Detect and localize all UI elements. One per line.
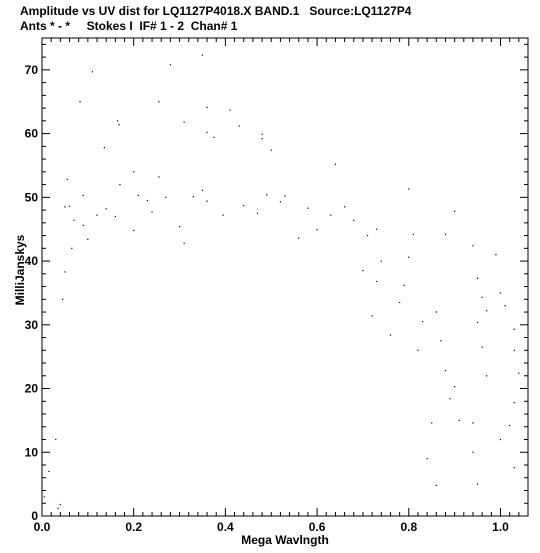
data-point — [239, 125, 240, 126]
data-point — [367, 235, 368, 236]
data-point — [280, 201, 281, 202]
data-point — [436, 311, 437, 312]
chart-title-line-1: Amplitude vs UV dist for LQ1127P4018.X BAND.1 Source:LQ1127P4 — [20, 4, 412, 18]
data-point — [482, 297, 483, 298]
data-point — [514, 329, 515, 330]
data-point — [307, 208, 308, 209]
data-point — [509, 425, 510, 426]
data-point — [83, 195, 84, 196]
data-point — [449, 398, 450, 399]
data-point — [170, 64, 171, 65]
data-point — [67, 179, 68, 180]
data-point — [115, 216, 116, 217]
data-point — [399, 302, 400, 303]
data-point — [477, 278, 478, 279]
data-point — [445, 234, 446, 235]
data-point — [408, 257, 409, 258]
x-tick-label: 0.0 — [33, 520, 51, 534]
data-point — [257, 213, 258, 214]
data-point — [202, 190, 203, 191]
data-point — [44, 496, 45, 497]
data-point — [96, 215, 97, 216]
data-point — [284, 195, 285, 196]
data-point — [271, 150, 272, 151]
data-point — [184, 122, 185, 123]
data-point — [454, 211, 455, 212]
data-point — [459, 420, 460, 421]
data-point — [477, 322, 478, 323]
data-point — [64, 206, 65, 207]
data-point — [73, 220, 74, 221]
x-tick-label: 0.8 — [400, 520, 418, 534]
data-point — [436, 485, 437, 486]
y-tick-label: 20 — [24, 381, 38, 396]
data-point — [344, 206, 345, 207]
x-tick-label: 1.0 — [492, 520, 509, 534]
y-tick-label: 70 — [24, 62, 38, 77]
data-point — [165, 197, 166, 198]
data-point — [472, 245, 473, 246]
data-point — [83, 225, 84, 226]
data-point — [206, 107, 207, 108]
data-point — [514, 402, 515, 403]
data-point — [514, 350, 515, 351]
data-point — [243, 205, 244, 206]
data-point — [422, 321, 423, 322]
data-point — [64, 271, 65, 272]
x-axis-label: Mega Wavlngth — [241, 533, 329, 547]
data-point — [316, 229, 317, 230]
data-point — [408, 188, 409, 189]
data-point — [404, 285, 405, 286]
data-point — [184, 243, 185, 244]
data-point — [92, 71, 93, 72]
data-point — [147, 200, 148, 201]
data-point — [133, 230, 134, 231]
y-tick-label: 40 — [24, 254, 38, 269]
data-point — [60, 504, 61, 505]
data-point — [118, 124, 119, 125]
data-point — [229, 109, 230, 110]
data-point — [266, 194, 267, 195]
y-axis-label: MilliJanskys — [13, 234, 27, 306]
data-point — [158, 101, 159, 102]
data-point — [504, 305, 505, 306]
data-point — [518, 373, 519, 374]
data-point — [193, 196, 194, 197]
data-point — [376, 281, 377, 282]
data-point — [381, 260, 382, 261]
data-point — [69, 206, 70, 207]
data-point — [486, 375, 487, 376]
data-point — [482, 347, 483, 348]
y-tick-label: 60 — [24, 126, 38, 141]
data-point — [495, 254, 496, 255]
data-point — [55, 439, 56, 440]
data-point — [57, 508, 58, 509]
y-tick-label: 50 — [24, 190, 38, 205]
data-point — [500, 439, 501, 440]
data-point — [330, 215, 331, 216]
data-point — [87, 239, 88, 240]
data-point — [372, 315, 373, 316]
x-tick-label: 0.4 — [217, 520, 234, 534]
data-point — [514, 467, 515, 468]
data-point — [427, 458, 428, 459]
data-point — [417, 350, 418, 351]
data-point — [472, 422, 473, 423]
data-point — [79, 101, 80, 102]
y-tick-label: 10 — [24, 445, 38, 460]
data-point — [206, 201, 207, 202]
data-point — [362, 270, 363, 271]
data-point — [151, 211, 152, 212]
data-point — [261, 138, 262, 139]
data-point — [106, 208, 107, 209]
data-point — [413, 234, 414, 235]
data-point — [133, 171, 134, 172]
data-point — [62, 299, 63, 300]
data-point — [298, 238, 299, 239]
data-point — [223, 215, 224, 216]
y-tick-label: 0 — [31, 509, 38, 523]
data-point — [213, 137, 214, 138]
y-tick-label: 30 — [24, 317, 38, 332]
data-point — [48, 471, 49, 472]
data-point — [454, 386, 455, 387]
data-point — [376, 229, 377, 230]
x-tick-label: 0.6 — [308, 520, 326, 534]
data-point — [431, 422, 432, 423]
data-point — [500, 292, 501, 293]
data-point — [119, 184, 120, 185]
ticks-layer — [25, 38, 528, 534]
data-point — [71, 248, 72, 249]
data-point — [179, 226, 180, 227]
data-point — [138, 195, 139, 196]
data-point — [390, 334, 391, 335]
data-point — [202, 55, 203, 56]
points-layer — [44, 55, 520, 509]
data-point — [206, 132, 207, 133]
data-point — [158, 176, 159, 177]
data-point — [477, 484, 478, 485]
data-point — [261, 134, 262, 135]
data-point — [104, 147, 105, 148]
data-point — [335, 164, 336, 165]
data-point — [472, 452, 473, 453]
plot-frame — [42, 38, 528, 516]
chart-title-line-2: Ants * - * Stokes I IF# 1 - 2 Chan# 1 — [20, 19, 238, 33]
data-point — [353, 220, 354, 221]
data-point — [117, 120, 118, 121]
data-point — [486, 310, 487, 311]
data-point — [445, 370, 446, 371]
x-tick-label: 0.2 — [125, 520, 143, 534]
data-point — [440, 340, 441, 341]
